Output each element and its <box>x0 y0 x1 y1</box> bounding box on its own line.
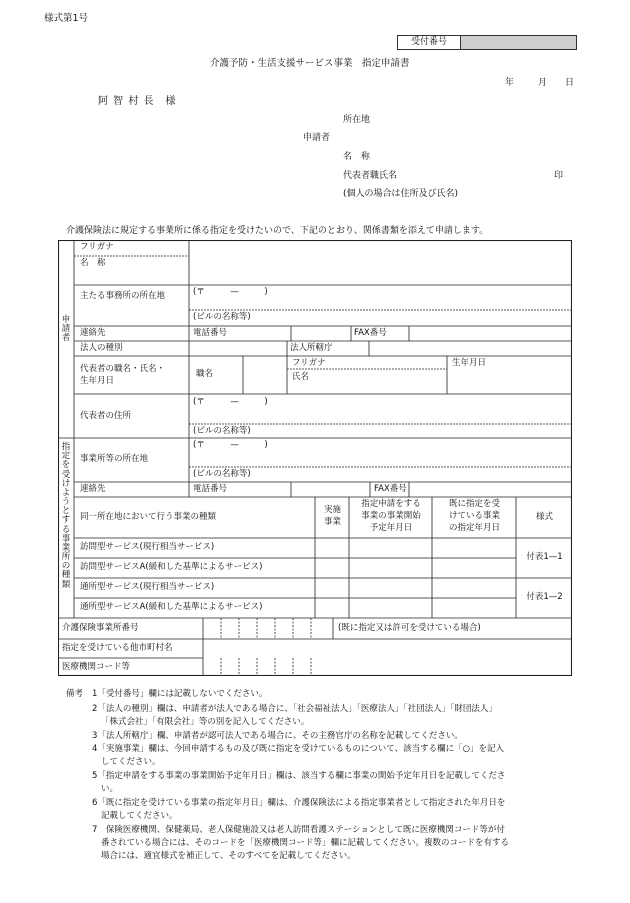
services-header: 同一所在地において行う事業の種類 <box>80 512 217 522</box>
start-header-3: 予定年月日 <box>369 523 413 533</box>
medical-code-label: 医療機関コード等 <box>62 662 131 672</box>
appendix-1-2: 付表1—2 <box>526 592 563 602</box>
service-row-1: 訪問型サービス(現行相当サービス) <box>80 542 215 552</box>
service-row-3: 通所型サービス(現行相当サービス) <box>80 582 215 592</box>
receipt-number-label: 受付番号 <box>398 36 461 49</box>
main-office-address-label: 主たる事務所の所在地 <box>80 291 166 301</box>
rep-furigana-label: フリガナ <box>292 358 326 368</box>
facility-postal-field[interactable]: (〒 — ) <box>193 440 268 450</box>
furigana-label: フリガナ <box>80 242 114 252</box>
facility-phone-label: 電話番号 <box>193 484 228 494</box>
note-line-12: 番されている場合には、そのコードを「医療機関コード等」欄に記載してください。複数のコードを有する <box>101 838 510 848</box>
facility-fax-label: FAX番号 <box>374 484 407 494</box>
title-label: 職名 <box>196 369 214 379</box>
full-name-label: 氏名 <box>292 372 310 382</box>
note-line-10: 記載してください。 <box>101 811 178 821</box>
implement-header-2: 事業 <box>323 517 341 527</box>
seal-mark: 印 <box>554 171 564 181</box>
applicant-address-label: 所在地 <box>343 115 371 125</box>
rep-postal-field[interactable]: (〒 — ) <box>193 397 268 407</box>
section-applicant-label: 申請者 <box>61 315 71 344</box>
building-name-field[interactable]: (ビルの名称等) <box>193 312 251 322</box>
existing-header-3: の指定年月日 <box>448 523 500 533</box>
receipt-number-box <box>397 35 577 50</box>
start-header-1: 指定申請をする <box>361 499 421 509</box>
authority-label: 法人所轄庁 <box>290 343 333 353</box>
corp-type-label: 法人の種別 <box>80 343 123 353</box>
service-row-2: 訪問型サービスA(緩和した基準によるサービス) <box>80 562 263 572</box>
receipt-number-field[interactable] <box>461 36 576 49</box>
implement-header-1: 実施 <box>323 505 341 515</box>
style-header: 様式 <box>535 512 553 522</box>
postal-code-field[interactable]: (〒 — ) <box>193 287 268 297</box>
facility-contact-label: 連絡先 <box>80 484 106 494</box>
form-number: 様式第1号 <box>44 13 89 24</box>
date-month: 月 <box>538 78 548 88</box>
fax-label: FAX番号 <box>354 328 387 338</box>
phone-label: 電話番号 <box>193 328 228 338</box>
note-line-7: 5「指定申請をする事業の事業開始予定年月日」欄は、該当する欄に事業の開始予定年月日を記載してくださ <box>92 771 506 781</box>
insurance-number-label: 介護保険事業所番号 <box>62 623 139 633</box>
note-line-2: 2「法人の種別」欄は、申請者が法人である場合に、「社会福祉法人」「医療法人」「社団法人」「財団法人」 <box>92 704 497 714</box>
note-line-5: 4「実施事業」欄は、今回申請するもの及び既に指定を受けているものについて、該当する欄に「○」を記入 <box>92 744 504 754</box>
rep-address-label: 代表者の住所 <box>80 411 132 421</box>
note-line-4: 3「法人所轄庁」欄、申請者が認可法人である場合に、その主務官庁の名称を記載してください。 <box>92 731 463 741</box>
notes-head: 備考 <box>66 689 84 699</box>
applicant-rep-label: 代表者職氏名 <box>343 171 398 181</box>
document-title: 介護予防・生活支援サービス事業 指定申請書 <box>210 58 410 69</box>
individual-note: (個人の場合は住所及び氏名) <box>343 189 459 199</box>
application-form-table <box>58 240 572 676</box>
insurance-number-note: (既に指定又は許可を受けている場合) <box>338 623 481 633</box>
applicant-name-label: 名 称 <box>343 152 371 162</box>
service-row-4: 通所型サービスA(緩和した基準によるサービス) <box>80 602 263 612</box>
note-line-8: い。 <box>101 784 119 794</box>
facility-building-field[interactable]: (ビルの名称等) <box>193 469 251 479</box>
note-line-3: 「株式会社」「有限会社」等の別を記入してください。 <box>101 717 310 727</box>
dob-label: 生年月日 <box>452 358 487 368</box>
applicant-label: 申請者 <box>303 133 331 143</box>
other-municipality-label: 指定を受けている他市町村名 <box>62 643 173 653</box>
contact-label: 連絡先 <box>80 328 106 338</box>
date-year: 年 <box>505 78 515 88</box>
note-line-1: 1「受付番号」欄には記載しないでください。 <box>92 689 268 699</box>
rep-info-label-2: 生年月日 <box>80 376 115 386</box>
appendix-1-1: 付表1—1 <box>526 552 563 562</box>
note-line-11: 7 保険医療機関、保健薬局、老人保健施設又は老人訪問看護ステーションとして既に医療機関コード等が付 <box>92 825 505 835</box>
rep-building-field[interactable]: (ビルの名称等) <box>193 426 251 436</box>
note-line-9: 6「既に指定を受けている事業の指定年月日」欄は、介護保険法による指定事業者として指定された年月日を <box>92 798 506 808</box>
facility-address-label: 事業所等の所在地 <box>80 454 149 464</box>
addressee: 阿 智 村 長 様 <box>98 96 177 107</box>
existing-header-2: けている事業 <box>448 511 500 521</box>
name-label: 名 称 <box>80 258 106 268</box>
start-header-2: 事業の事業開始 <box>361 511 421 521</box>
note-line-6: してください。 <box>101 757 161 767</box>
section-facility-label: 指定を受けようとする事業所の種類 <box>61 442 71 590</box>
existing-header-1: 既に指定を受 <box>448 499 500 509</box>
intro-text: 介護保険法に規定する事業所に係る指定を受けたいので、下記のとおり、関係書類を添えて申請します。 <box>66 226 489 236</box>
rep-info-label-1: 代表者の職名・氏名・ <box>80 364 166 374</box>
date-day: 日 <box>565 78 575 88</box>
note-line-13: 場合には、適宜様式を補正して、そのすべてを記載してください。 <box>101 851 356 861</box>
